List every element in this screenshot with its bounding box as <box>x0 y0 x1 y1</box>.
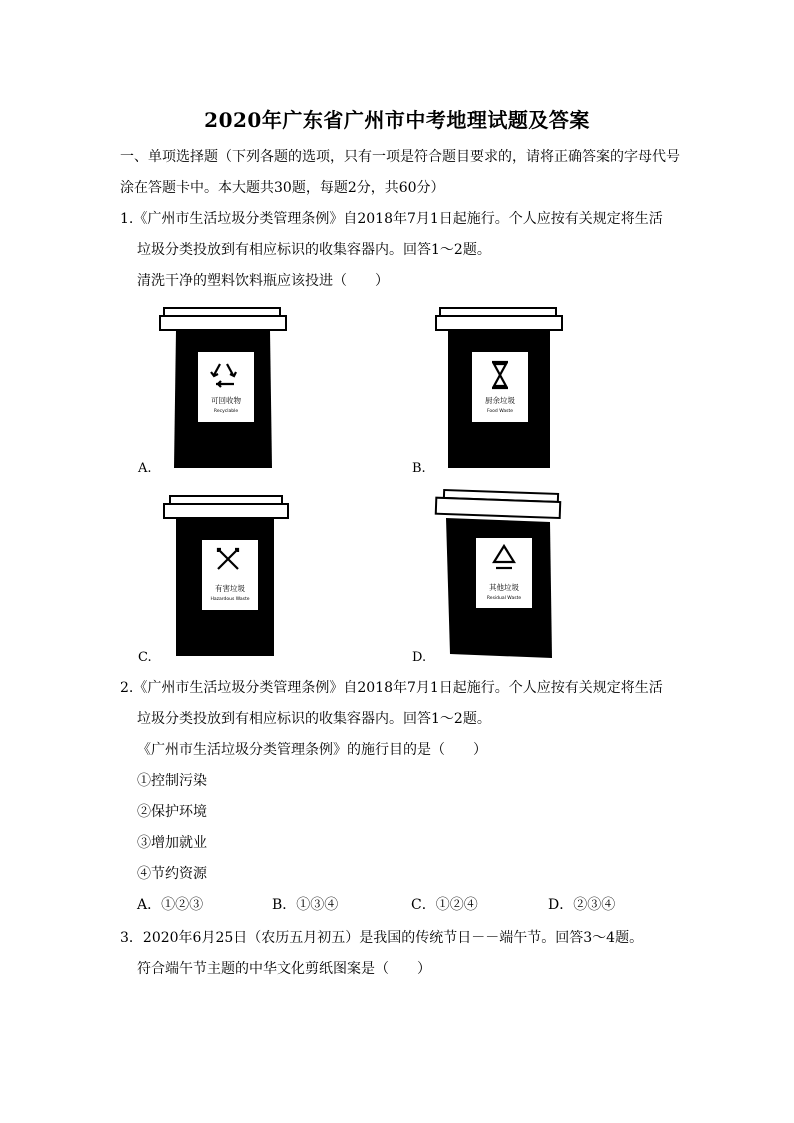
option-b-label: B. <box>412 461 426 476</box>
bin-c-label-cn: 有害垃圾 <box>215 584 245 593</box>
bin-recyclable <box>158 304 298 470</box>
q2-line2: 垃圾分类投放到有相应标识的收集容器内。回答1～2题。 <box>137 711 491 727</box>
bin-b-label-en: Food Waste <box>486 409 514 414</box>
bin-c-label-en: Hazardous Waste <box>210 597 250 602</box>
q2-choice-d: D．②③④ <box>548 897 616 913</box>
q1-line2: 垃圾分类投放到有相应标识的收集容器内。回答1～2题。 <box>137 242 491 258</box>
option-a-label: A. <box>138 461 152 476</box>
q2-item-3: ③增加就业 <box>137 835 207 851</box>
q1-line1: 1.《广州市生活垃圾分类管理条例》自2018年7月1日起施行。个人应按有关规定将生活 <box>120 211 663 227</box>
q2-item-4: ④节约资源 <box>137 866 207 882</box>
page-title: 2020年广东省广州市中考地理试题及答案 <box>204 108 590 132</box>
q2-choice-a: A．①②③ <box>137 897 204 913</box>
option-d-label: D. <box>412 650 427 665</box>
q2-line1: 2.《广州市生活垃圾分类管理条例》自2018年7月1日起施行。个人应按有关规定将生活 <box>120 680 663 696</box>
q3-stem: 符合端午节主题的中华文化剪纸图案是（ ） <box>137 961 431 977</box>
bin-residual <box>432 488 572 660</box>
q2-item-1: ①控制污染 <box>137 773 207 789</box>
q2-choice-b: B．①③④ <box>272 897 339 913</box>
section-heading-line2: 涂在答题卡中。本大题共30题，每题2分，共60分） <box>120 180 445 196</box>
q3-line1: 3．2020年6月25日（农历五月初五）是我国的传统节日－－端午节。回答3～4题。 <box>120 930 644 946</box>
section-heading-line1: 一、单项选择题（下列各题的选项，只有一项是符合题目要求的，请将正确答案的字母代号 <box>120 149 680 165</box>
bin-b-label-cn: 厨余垃圾 <box>485 396 515 405</box>
q1-stem: 清洗干净的塑料饮料瓶应该投进（ ） <box>137 273 389 289</box>
bin-a-label-en: Recyclable <box>213 409 239 414</box>
bin-d-label-en: Residual Waste <box>486 596 522 601</box>
option-c-label: C. <box>138 650 152 665</box>
bin-d-label-cn: 其他垃圾 <box>489 583 519 592</box>
q2-choice-c: C．①②④ <box>411 897 478 913</box>
q2-item-2: ②保护环境 <box>137 804 207 820</box>
bin-a-label-cn: 可回收物 <box>211 396 241 405</box>
q2-stem: 《广州市生活垃圾分类管理条例》的施行目的是（ ） <box>137 742 487 758</box>
bin-food-waste <box>434 304 574 470</box>
bin-hazardous <box>160 492 300 658</box>
